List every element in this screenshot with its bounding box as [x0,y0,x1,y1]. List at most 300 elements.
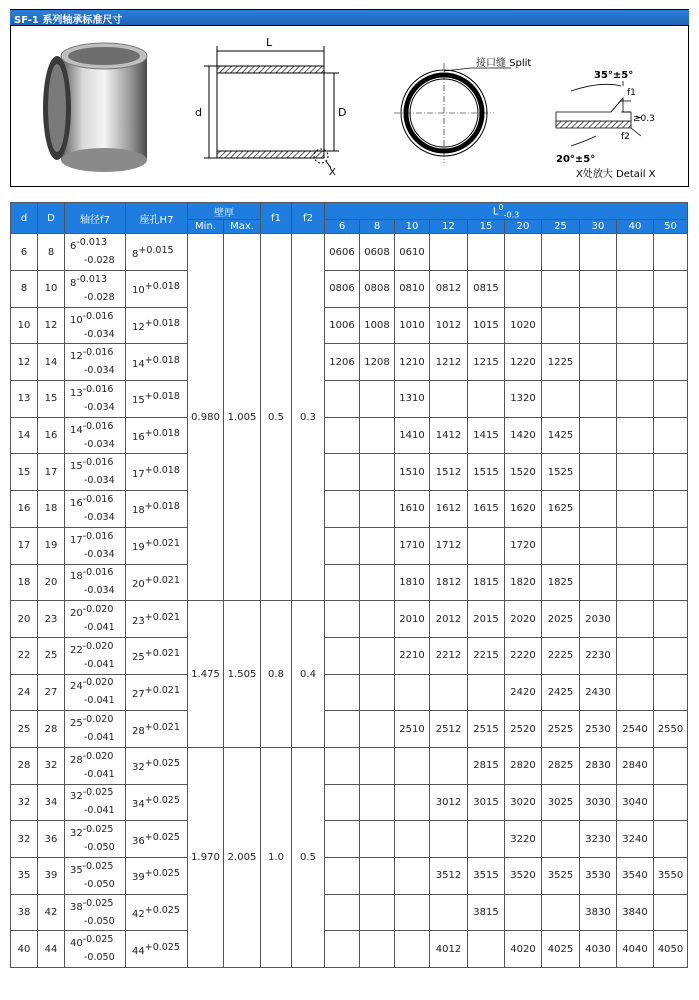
cell-d: 18 [11,564,38,601]
cell-part-code [395,674,430,711]
cell-D: 44 [38,931,65,968]
cell-part-code [360,931,395,968]
cell-part-code [325,491,360,528]
cell-hole-tolerance [126,894,188,931]
cell-part-code: 3515 [468,858,505,895]
shaft-upper-dev: -0.016 [82,567,114,579]
cell-part-code [654,307,688,344]
cell-shaft-tolerance [65,894,126,931]
cell-part-code: 2425 [542,674,580,711]
hole-upper-dev: +0.021 [144,648,180,660]
cell-part-code: 1006 [325,307,360,344]
cell-part-code: 1615 [468,491,505,528]
cell-part-code [325,417,360,454]
shaft-nominal: 32 [70,791,83,803]
length-lower-tol: -0.3 [503,210,520,220]
cell-part-code: 2030 [580,601,617,638]
table-row [11,821,688,858]
table-row [11,637,688,674]
table-row [11,234,688,271]
shaft-nominal: 18 [70,571,83,583]
cell-part-code [395,858,430,895]
cell-part-code [325,894,360,931]
cell-d: 14 [11,417,38,454]
f2-diagram-label: f2 [621,132,630,142]
header-length-20: 20 [505,220,542,234]
cell-part-code: 2530 [580,711,617,748]
table-row [11,527,688,564]
shaft-lower-dev: -0.050 [84,878,115,890]
shaft-nominal: 10 [70,314,83,326]
shaft-nominal: 40 [70,938,83,950]
cell-part-code [505,894,542,931]
cell-part-code: 1625 [542,491,580,528]
cell-shaft-tolerance [65,601,126,638]
hole-upper-dev: +0.018 [144,428,180,440]
cell-d: 32 [11,784,38,821]
cell-part-code [360,601,395,638]
cell-part-code: 3025 [542,784,580,821]
diagram-panel [10,26,689,187]
hole-upper-dev: +0.025 [144,905,180,917]
cell-D: 17 [38,454,65,491]
shaft-nominal: 16 [70,497,83,509]
cell-part-code: 3020 [505,784,542,821]
cell-part-code [617,344,654,381]
shaft-nominal: 32 [70,828,83,840]
shaft-lower-dev: -0.041 [84,695,115,707]
header-wall-min: Min. [188,220,224,234]
hole-nominal: 39 [132,872,145,884]
cell-part-code: 1710 [395,527,430,564]
shaft-nominal: 17 [70,534,83,546]
cell-part-code [654,454,688,491]
cell-f1: 1.0 [261,747,292,967]
table-row [11,307,688,344]
cell-part-code [468,381,505,418]
cell-part-code [617,491,654,528]
cell-part-code: 3512 [430,858,468,895]
cell-part-code [654,894,688,931]
cell-part-code: 3815 [468,894,505,931]
cell-part-code [325,637,360,674]
cell-part-code: 2525 [542,711,580,748]
cell-hole-tolerance [126,454,188,491]
hole-upper-dev: +0.021 [144,721,180,733]
shaft-lower-dev: -0.034 [84,548,115,560]
hole-upper-dev: +0.018 [144,354,180,366]
cell-part-code: 1015 [468,307,505,344]
cell-shaft-tolerance [65,491,126,528]
shaft-upper-dev: -0.020 [82,604,114,616]
shaft-lower-dev: -0.050 [84,915,115,927]
cell-shaft-tolerance [65,711,126,748]
cell-part-code [654,417,688,454]
cell-part-code: 3525 [542,858,580,895]
cell-part-code: 2225 [542,637,580,674]
cell-part-code [617,381,654,418]
cell-part-code: 2210 [395,637,430,674]
cell-part-code: 4020 [505,931,542,968]
cell-part-code [325,601,360,638]
shaft-nominal: 38 [70,901,83,913]
cell-part-code [468,931,505,968]
cell-D: 20 [38,564,65,601]
dim-D-label: D [338,106,347,119]
cell-part-code: 1206 [325,344,360,381]
shaft-nominal: 13 [70,387,83,399]
table-row [11,674,688,711]
cell-part-code [654,821,688,858]
shaft-lower-dev: -0.041 [84,768,115,780]
cell-part-code [617,271,654,308]
cell-part-code [654,491,688,528]
cell-part-code: 3015 [468,784,505,821]
cell-part-code [654,747,688,784]
cell-part-code [505,271,542,308]
cell-part-code [430,381,468,418]
cell-part-code [654,564,688,601]
cell-part-code: 1220 [505,344,542,381]
hole-nominal: 23 [132,615,145,627]
page-title: SF-1 系列轴承标准尺寸 [14,15,123,26]
cell-part-code [580,381,617,418]
table-row [11,454,688,491]
cell-part-code: 0812 [430,271,468,308]
cell-part-code: 1712 [430,527,468,564]
cell-shaft-tolerance [65,454,126,491]
cell-part-code: 1425 [542,417,580,454]
cell-part-code [430,747,468,784]
cell-shaft-tolerance [65,344,126,381]
cell-hole-tolerance [126,381,188,418]
cell-part-code [580,344,617,381]
shaft-upper-dev: -0.025 [82,824,114,836]
shaft-upper-dev: -0.016 [82,347,114,359]
hole-nominal: 10 [132,285,145,297]
cell-part-code [360,491,395,528]
cell-part-code: 2020 [505,601,542,638]
cell-part-code: 3540 [617,858,654,895]
cell-part-code [325,674,360,711]
cell-shaft-tolerance [65,674,126,711]
cell-part-code [360,894,395,931]
cell-D: 32 [38,747,65,784]
cell-part-code: 3230 [580,821,617,858]
cell-part-code [430,821,468,858]
cell-part-code: 1415 [468,417,505,454]
cell-D: 19 [38,527,65,564]
header-length-40: 40 [617,220,654,234]
cell-d: 20 [11,601,38,638]
hole-nominal: 42 [132,909,145,921]
cell-shaft-tolerance [65,527,126,564]
hole-nominal: 12 [132,322,145,334]
bearing-photo [33,36,155,174]
shaft-nominal: 14 [70,424,83,436]
cell-part-code: 1010 [395,307,430,344]
cell-part-code: 2540 [617,711,654,748]
shaft-lower-dev: -0.028 [84,291,115,303]
shaft-upper-dev: -0.016 [82,457,114,469]
cell-part-code: 2215 [468,637,505,674]
table-row [11,931,688,968]
shaft-upper-dev: -0.013 [76,273,107,285]
cell-part-code [325,747,360,784]
shaft-upper-dev: -0.020 [82,677,114,689]
cell-part-code [325,564,360,601]
cell-part-code: 4040 [617,931,654,968]
cell-part-code: 1810 [395,564,430,601]
hole-nominal: 18 [132,505,145,517]
cell-part-code: 2230 [580,637,617,674]
dim-d-label: d [195,106,202,119]
cell-part-code: 4012 [430,931,468,968]
header-length-25: 25 [542,220,580,234]
cell-part-code [430,674,468,711]
hole-upper-dev: +0.018 [144,501,180,513]
cell-part-code [542,381,580,418]
shaft-nominal: 20 [70,608,83,620]
cell-d: 6 [11,234,38,271]
shaft-upper-dev: -0.025 [82,787,114,799]
cell-part-code [580,527,617,564]
cell-part-code: 1612 [430,491,468,528]
hole-nominal: 25 [132,652,145,664]
cell-shaft-tolerance [65,417,126,454]
cell-part-code: 2830 [580,747,617,784]
cell-part-code [360,417,395,454]
cell-part-code [325,931,360,968]
cell-part-code: 2420 [505,674,542,711]
cell-d: 12 [11,344,38,381]
cell-D: 18 [38,491,65,528]
hole-upper-dev: +0.018 [144,464,180,476]
hole-nominal: 8 [132,248,139,260]
cell-part-code [360,784,395,821]
cell-d: 40 [11,931,38,968]
dim-L-label: L [266,36,273,49]
cell-part-code [654,271,688,308]
header-length-6: 6 [325,220,360,234]
cell-part-code [360,674,395,711]
cell-part-code [580,454,617,491]
header-d: d [11,203,38,234]
cell-hole-tolerance [126,527,188,564]
cell-hole-tolerance [126,674,188,711]
hole-nominal: 17 [132,468,145,480]
cell-part-code [325,784,360,821]
cell-part-code [360,711,395,748]
cell-shaft-tolerance [65,307,126,344]
shaft-upper-dev: -0.020 [82,750,114,762]
cell-D: 15 [38,381,65,418]
cell-part-code [430,234,468,271]
cell-part-code: 1720 [505,527,542,564]
shaft-lower-dev: -0.034 [84,475,115,487]
shaft-lower-dev: -0.034 [84,328,115,340]
hole-upper-dev: +0.025 [144,941,180,953]
cell-part-code: 2430 [580,674,617,711]
cell-part-code: 3830 [580,894,617,931]
cell-part-code: 1825 [542,564,580,601]
shaft-lower-dev: -0.034 [84,585,115,597]
shaft-upper-dev: -0.025 [82,860,114,872]
cell-D: 27 [38,674,65,711]
cell-part-code [468,821,505,858]
cell-shaft-tolerance [65,858,126,895]
cell-part-code [360,637,395,674]
header-length-15: 15 [468,220,505,234]
cell-part-code: 4030 [580,931,617,968]
angle-bottom-label: 20°±5° [556,154,596,165]
cell-part-code [617,564,654,601]
cell-part-code: 1212 [430,344,468,381]
cell-part-code: 1820 [505,564,542,601]
hole-nominal: 36 [132,835,145,847]
cell-part-code: 3220 [505,821,542,858]
cell-part-code [360,381,395,418]
cell-part-code: 3550 [654,858,688,895]
angle-top-label: 35°±5° [594,70,634,81]
cell-part-code [654,637,688,674]
cell-part-code: 2820 [505,747,542,784]
shaft-upper-dev: -0.020 [82,714,114,726]
shaft-nominal: 6 [70,241,77,253]
cell-part-code [325,821,360,858]
cell-part-code: 1620 [505,491,542,528]
shaft-upper-dev: -0.016 [82,383,114,395]
cell-part-code [542,894,580,931]
cell-shaft-tolerance [65,564,126,601]
hole-upper-dev: +0.018 [144,391,180,403]
hole-upper-dev: +0.018 [144,281,180,293]
hole-nominal: 34 [132,798,145,810]
cell-shaft-tolerance [65,747,126,784]
table-body [11,234,688,968]
cell-part-code [468,674,505,711]
cell-part-code [580,564,617,601]
hole-nominal: 27 [132,688,145,700]
table-row [11,344,688,381]
cell-part-code [580,307,617,344]
cell-part-code: 0608 [360,234,395,271]
shaft-lower-dev: -0.034 [84,365,115,377]
cell-part-code [617,454,654,491]
hole-upper-dev: +0.025 [144,758,180,770]
detail-marker-x: X [329,167,336,178]
dimensions-table [10,202,688,968]
shaft-nominal: 12 [70,351,83,363]
cell-part-code [654,601,688,638]
cell-part-code [325,381,360,418]
cell-D: 10 [38,271,65,308]
cell-part-code [654,674,688,711]
cell-part-code: 1420 [505,417,542,454]
cell-part-code: 3012 [430,784,468,821]
shaft-lower-dev: -0.028 [84,255,115,267]
shaft-lower-dev: -0.041 [84,622,115,634]
cell-part-code: 1210 [395,344,430,381]
cell-D: 12 [38,307,65,344]
cell-part-code [360,747,395,784]
cell-part-code [430,894,468,931]
cell-part-code: 0610 [395,234,430,271]
header-length-30: 30 [580,220,617,234]
header-hole: 座孔H7 [126,203,188,234]
cell-part-code: 2510 [395,711,430,748]
shaft-upper-dev: -0.016 [82,493,114,505]
cell-shaft-tolerance [65,234,126,271]
cell-d: 25 [11,711,38,748]
cell-part-code [468,234,505,271]
cell-D: 36 [38,821,65,858]
cell-part-code: 1510 [395,454,430,491]
cell-d: 38 [11,894,38,931]
shaft-nominal: 24 [70,681,83,693]
table-row [11,894,688,931]
table-row [11,858,688,895]
hole-upper-dev: +0.021 [144,611,180,623]
shaft-lower-dev: -0.034 [84,401,115,413]
cell-part-code [654,527,688,564]
hole-nominal: 19 [132,542,145,554]
cell-hole-tolerance [126,931,188,968]
shaft-nominal: 25 [70,718,83,730]
cell-part-code [325,711,360,748]
cell-part-code: 1512 [430,454,468,491]
cell-part-code: 2012 [430,601,468,638]
cell-part-code: 1215 [468,344,505,381]
cell-part-code: 3240 [617,821,654,858]
cell-wall-min: 1.970 [188,747,224,967]
cell-part-code [617,234,654,271]
header-length [325,203,688,220]
shaft-upper-dev: -0.016 [82,310,114,322]
hole-upper-dev: +0.025 [144,831,180,843]
hole-upper-dev: +0.021 [144,574,180,586]
cell-part-code: 4025 [542,931,580,968]
front-ring-drawing [394,63,511,163]
cell-shaft-tolerance [65,271,126,308]
cell-part-code: 0606 [325,234,360,271]
cell-hole-tolerance [126,271,188,308]
cell-D: 39 [38,858,65,895]
cell-part-code [654,234,688,271]
cell-d: 35 [11,858,38,895]
cell-part-code: 1208 [360,344,395,381]
cell-part-code: 1008 [360,307,395,344]
hole-nominal: 28 [132,725,145,737]
cell-D: 34 [38,784,65,821]
cell-part-code: 1320 [505,381,542,418]
header-wall-max: Max. [224,220,261,234]
cell-part-code [580,491,617,528]
cell-wall-max: 1.005 [224,234,261,601]
cell-part-code [360,858,395,895]
cell-part-code [360,527,395,564]
cell-shaft-tolerance [65,637,126,674]
cell-part-code: 1310 [395,381,430,418]
cell-part-code [395,747,430,784]
cell-D: 28 [38,711,65,748]
header-f2: f2 [292,203,325,234]
cell-hole-tolerance [126,784,188,821]
shaft-upper-dev: -0.025 [82,934,114,946]
cell-hole-tolerance [126,637,188,674]
table-row [11,747,688,784]
cell-part-code [360,564,395,601]
